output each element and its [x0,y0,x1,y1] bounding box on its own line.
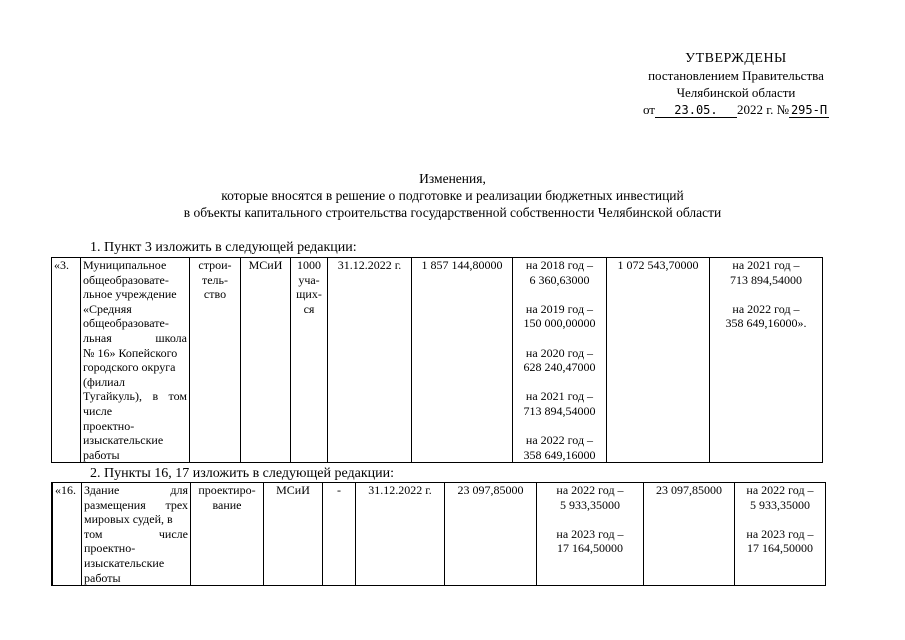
handwritten-number: 295-П [790,103,828,117]
estimate: 1 857 144,80000 [412,258,513,463]
remaining: на 2022 год – 5 933,35000 на 2023 год – 17 164,50000 [735,483,826,586]
heading-line-1: Изменения, [419,171,486,186]
point-1-table [51,257,823,463]
date-prefix: от [642,102,655,117]
object-name: Муниципальное общеобразовате- льное учреждение «Средняя общеобразовате- льная школа № 16» Копейского городского округа (филиал Тугайкуль), в том числе проектно- изыскательские работы [81,258,190,463]
point-2-title: 2. Пункты 16, 17 изложить в следующей редакции: [90,466,395,481]
deadline: 31.12.2022 г. [356,483,445,586]
heading-line-3: в объекты капитального строительства государственной собственности Челябинской области [183,205,722,220]
work-type: проектиро- вание [191,483,264,586]
point-1-title: 1. Пункт 3 изложить в следующей редакции: [90,240,357,255]
row-number: «3. [52,258,81,463]
row-number: «16. [52,483,82,586]
year-text: 2022 г. № [736,102,789,117]
work-type: строи- тель- ство [190,258,241,463]
total: 23 097,85000 [644,483,735,586]
approval-stamp [643,50,829,118]
approval-line-2: Челябинской области [676,85,796,100]
handwritten-date: 23.05. [655,103,737,118]
total: 1 072 543,70000 [607,258,710,463]
estimate: 23 097,85000 [445,483,537,586]
customer: МСиИ [264,483,323,586]
approval-date-line [643,101,829,118]
table-row [52,483,826,586]
customer: МСиИ [241,258,291,463]
capacity: - [323,483,356,586]
allocation: на 2022 год – 5 933,35000 на 2023 год – 17 164,50000 [537,483,644,586]
document-heading [0,170,905,221]
heading-line-2: которые вносятся в решение о подготовке и реализации бюджетных инвестиций [221,188,684,203]
approval-line-1: постановлением Правительства [648,68,824,83]
object-name: Здание для размещения трех мировых судей, в том числе проектно- изыскательские работы [82,483,191,586]
deadline: 31.12.2022 г. [328,258,412,463]
capacity: 1000 уча- щих- ся [291,258,328,463]
allocation: на 2018 год – 6 360,63000 на 2019 год – 150 000,00000 на 2020 год – 628 240,47000 на 2021 год – 713 894,54000 на 2022 год – 358 649,16000 [513,258,607,463]
approval-title: УТВЕРЖДЕНЫ [685,51,787,66]
remaining: на 2021 год – 713 894,54000 на 2022 год – 358 649,16000». [710,258,823,463]
point-2-table [51,482,826,586]
table-row [52,258,823,463]
